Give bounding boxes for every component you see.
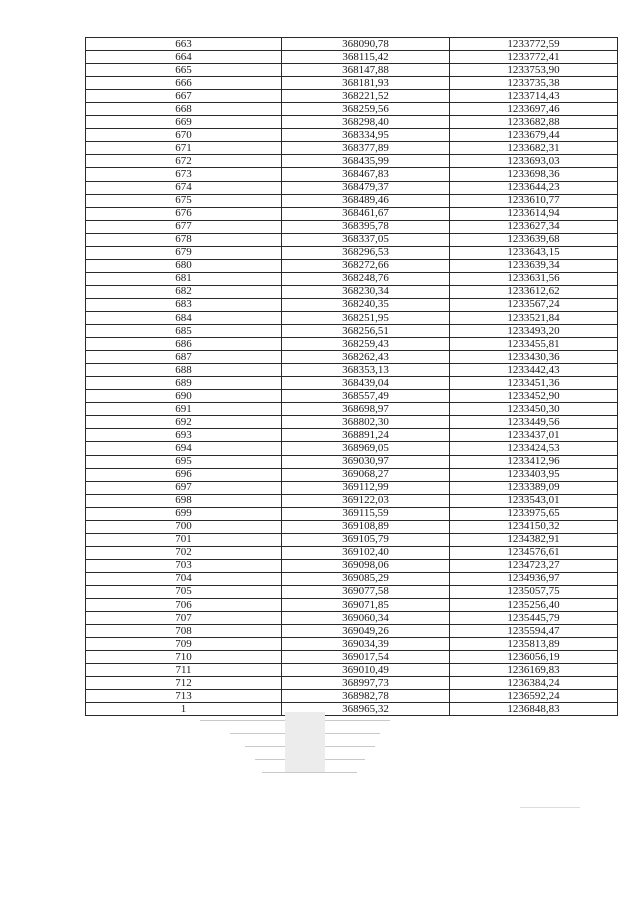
x-coordinate-cell: 369071,85	[282, 599, 450, 612]
point-number-cell: 663	[86, 38, 282, 51]
table-row	[86, 612, 618, 625]
point-number-cell: 699	[86, 507, 282, 520]
table-row	[86, 572, 618, 585]
y-coordinate-cell: 1233639,68	[450, 233, 618, 246]
table-row	[86, 429, 618, 442]
x-coordinate-cell: 368262,43	[282, 351, 450, 364]
x-coordinate-cell: 368240,35	[282, 298, 450, 311]
y-coordinate-cell: 1233543,01	[450, 494, 618, 507]
table-row	[86, 520, 618, 533]
y-coordinate-cell: 1233772,59	[450, 38, 618, 51]
point-number-cell: 684	[86, 311, 282, 324]
x-coordinate-cell: 369085,29	[282, 572, 450, 585]
table-row	[86, 507, 618, 520]
point-number-cell: 707	[86, 612, 282, 625]
x-coordinate-cell: 368395,78	[282, 220, 450, 233]
y-coordinate-cell: 1235445,79	[450, 612, 618, 625]
point-number-cell: 674	[86, 181, 282, 194]
x-coordinate-cell: 368467,83	[282, 168, 450, 181]
point-number-cell: 706	[86, 599, 282, 612]
y-coordinate-cell: 1235594,47	[450, 625, 618, 638]
x-coordinate-cell: 369108,89	[282, 520, 450, 533]
point-number-cell: 709	[86, 638, 282, 651]
x-coordinate-cell: 369112,99	[282, 481, 450, 494]
point-number-cell: 680	[86, 259, 282, 272]
x-coordinate-cell: 368296,53	[282, 246, 450, 259]
y-coordinate-cell: 1233697,46	[450, 103, 618, 116]
y-coordinate-cell: 1233975,65	[450, 507, 618, 520]
table-row	[86, 377, 618, 390]
point-number-cell: 670	[86, 129, 282, 142]
table-row	[86, 298, 618, 311]
coordinates-table	[85, 37, 618, 716]
x-coordinate-cell: 368489,46	[282, 194, 450, 207]
y-coordinate-cell: 1233450,30	[450, 403, 618, 416]
y-coordinate-cell: 1233442,43	[450, 364, 618, 377]
point-number-cell: 667	[86, 90, 282, 103]
table-row	[86, 625, 618, 638]
point-number-cell: 696	[86, 468, 282, 481]
table-row	[86, 272, 618, 285]
y-coordinate-cell: 1235256,40	[450, 599, 618, 612]
table-row	[86, 207, 618, 220]
y-coordinate-cell: 1233437,01	[450, 429, 618, 442]
table-row	[86, 494, 618, 507]
x-coordinate-cell: 369102,40	[282, 546, 450, 559]
y-coordinate-cell: 1233753,90	[450, 64, 618, 77]
table-row	[86, 325, 618, 338]
x-coordinate-cell: 369060,34	[282, 612, 450, 625]
x-coordinate-cell: 368230,34	[282, 285, 450, 298]
x-coordinate-cell: 368272,66	[282, 259, 450, 272]
y-coordinate-cell: 1233682,88	[450, 116, 618, 129]
table-row	[86, 246, 618, 259]
x-coordinate-cell: 369105,79	[282, 533, 450, 546]
y-coordinate-cell: 1233430,36	[450, 351, 618, 364]
table-row	[86, 338, 618, 351]
x-coordinate-cell: 368969,05	[282, 442, 450, 455]
point-number-cell: 697	[86, 481, 282, 494]
point-number-cell: 664	[86, 51, 282, 64]
y-coordinate-cell: 1233698,36	[450, 168, 618, 181]
y-coordinate-cell: 1233644,23	[450, 181, 618, 194]
table-row	[86, 390, 618, 403]
table-row	[86, 220, 618, 233]
y-coordinate-cell: 1235813,89	[450, 638, 618, 651]
table-row	[86, 64, 618, 77]
table-row	[86, 116, 618, 129]
y-coordinate-cell: 1233493,20	[450, 325, 618, 338]
table-row	[86, 481, 618, 494]
table-row	[86, 194, 618, 207]
table-row	[86, 559, 618, 572]
point-number-cell: 690	[86, 390, 282, 403]
point-number-cell: 713	[86, 690, 282, 703]
x-coordinate-cell: 368997,73	[282, 677, 450, 690]
y-coordinate-cell: 1233412,96	[450, 455, 618, 468]
point-number-cell: 698	[86, 494, 282, 507]
y-coordinate-cell: 1233449,56	[450, 416, 618, 429]
x-coordinate-cell: 368090,78	[282, 38, 450, 51]
x-coordinate-cell: 368435,99	[282, 155, 450, 168]
point-number-cell: 672	[86, 155, 282, 168]
table-row	[86, 38, 618, 51]
x-coordinate-cell: 368698,97	[282, 403, 450, 416]
point-number-cell: 673	[86, 168, 282, 181]
x-coordinate-cell: 369017,54	[282, 651, 450, 664]
y-coordinate-cell: 1235057,75	[450, 585, 618, 598]
y-coordinate-cell: 1233735,38	[450, 77, 618, 90]
y-coordinate-cell: 1234936,97	[450, 572, 618, 585]
point-number-cell: 712	[86, 677, 282, 690]
point-number-cell: 683	[86, 298, 282, 311]
point-number-cell: 710	[86, 651, 282, 664]
x-coordinate-cell: 368461,67	[282, 207, 450, 220]
table-row	[86, 664, 618, 677]
y-coordinate-cell: 1233614,94	[450, 207, 618, 220]
point-number-cell: 708	[86, 625, 282, 638]
point-number-cell: 671	[86, 142, 282, 155]
y-coordinate-cell: 1233627,34	[450, 220, 618, 233]
table-row	[86, 181, 618, 194]
x-coordinate-cell: 369115,59	[282, 507, 450, 520]
y-coordinate-cell: 1233631,56	[450, 272, 618, 285]
y-coordinate-cell: 1233389,09	[450, 481, 618, 494]
point-number-cell: 701	[86, 533, 282, 546]
table-row	[86, 103, 618, 116]
y-coordinate-cell: 1233451,36	[450, 377, 618, 390]
x-coordinate-cell: 368334,95	[282, 129, 450, 142]
x-coordinate-cell: 368337,05	[282, 233, 450, 246]
table-row	[86, 638, 618, 651]
y-coordinate-cell: 1233679,44	[450, 129, 618, 142]
point-number-cell: 668	[86, 103, 282, 116]
x-coordinate-cell: 368439,04	[282, 377, 450, 390]
point-number-cell: 675	[86, 194, 282, 207]
y-coordinate-cell: 1234723,27	[450, 559, 618, 572]
table-row	[86, 155, 618, 168]
y-coordinate-cell: 1236056,19	[450, 651, 618, 664]
x-coordinate-cell: 369049,26	[282, 625, 450, 638]
point-number-cell: 695	[86, 455, 282, 468]
x-coordinate-cell: 368115,42	[282, 51, 450, 64]
x-coordinate-cell: 369077,58	[282, 585, 450, 598]
x-coordinate-cell: 369034,39	[282, 638, 450, 651]
table-row	[86, 468, 618, 481]
y-coordinate-cell: 1233610,77	[450, 194, 618, 207]
point-number-cell: 703	[86, 559, 282, 572]
point-number-cell: 1	[86, 703, 282, 716]
point-number-cell: 669	[86, 116, 282, 129]
x-coordinate-cell: 369098,06	[282, 559, 450, 572]
x-coordinate-cell: 368251,95	[282, 311, 450, 324]
table-row	[86, 311, 618, 324]
table-row	[86, 442, 618, 455]
point-number-cell: 689	[86, 377, 282, 390]
x-coordinate-cell: 368248,76	[282, 272, 450, 285]
table-row	[86, 351, 618, 364]
y-coordinate-cell: 1236169,83	[450, 664, 618, 677]
x-coordinate-cell: 368181,93	[282, 77, 450, 90]
point-number-cell: 687	[86, 351, 282, 364]
point-number-cell: 693	[86, 429, 282, 442]
point-number-cell: 692	[86, 416, 282, 429]
y-coordinate-cell: 1233424,53	[450, 442, 618, 455]
y-coordinate-cell: 1233452,90	[450, 390, 618, 403]
point-number-cell: 677	[86, 220, 282, 233]
x-coordinate-cell: 369068,27	[282, 468, 450, 481]
point-number-cell: 711	[86, 664, 282, 677]
point-number-cell: 685	[86, 325, 282, 338]
y-coordinate-cell: 1233612,62	[450, 285, 618, 298]
y-coordinate-cell: 1234150,32	[450, 520, 618, 533]
y-coordinate-cell: 1234576,61	[450, 546, 618, 559]
x-coordinate-cell: 368221,52	[282, 90, 450, 103]
table-row	[86, 651, 618, 664]
point-number-cell: 681	[86, 272, 282, 285]
point-number-cell: 666	[86, 77, 282, 90]
x-coordinate-cell: 368256,51	[282, 325, 450, 338]
point-number-cell: 665	[86, 64, 282, 77]
table-row	[86, 77, 618, 90]
y-coordinate-cell: 1234382,91	[450, 533, 618, 546]
x-coordinate-cell: 368557,49	[282, 390, 450, 403]
y-coordinate-cell: 1233567,24	[450, 298, 618, 311]
table-row	[86, 455, 618, 468]
table-row	[86, 599, 618, 612]
point-number-cell: 704	[86, 572, 282, 585]
point-number-cell: 678	[86, 233, 282, 246]
x-coordinate-cell: 369030,97	[282, 455, 450, 468]
table-row	[86, 585, 618, 598]
table-row	[86, 129, 618, 142]
y-coordinate-cell: 1233403,95	[450, 468, 618, 481]
point-number-cell: 691	[86, 403, 282, 416]
x-coordinate-cell: 369010,49	[282, 664, 450, 677]
point-number-cell: 688	[86, 364, 282, 377]
x-coordinate-cell: 368298,40	[282, 116, 450, 129]
y-coordinate-cell: 1233521,84	[450, 311, 618, 324]
y-coordinate-cell: 1233455,81	[450, 338, 618, 351]
y-coordinate-cell: 1233643,15	[450, 246, 618, 259]
point-number-cell: 686	[86, 338, 282, 351]
table-row	[86, 285, 618, 298]
point-number-cell: 700	[86, 520, 282, 533]
table-row	[86, 533, 618, 546]
point-number-cell: 676	[86, 207, 282, 220]
y-coordinate-cell: 1236384,24	[450, 677, 618, 690]
y-coordinate-cell: 1233639,34	[450, 259, 618, 272]
y-coordinate-cell: 1233714,43	[450, 90, 618, 103]
point-number-cell: 682	[86, 285, 282, 298]
point-number-cell: 705	[86, 585, 282, 598]
x-coordinate-cell: 369122,03	[282, 494, 450, 507]
x-coordinate-cell: 368982,78	[282, 690, 450, 703]
point-number-cell: 694	[86, 442, 282, 455]
y-coordinate-cell: 1236848,83	[450, 703, 618, 716]
x-coordinate-cell: 368377,89	[282, 142, 450, 155]
table-row	[86, 142, 618, 155]
table-row	[86, 259, 618, 272]
x-coordinate-cell: 368891,24	[282, 429, 450, 442]
y-coordinate-cell: 1233772,41	[450, 51, 618, 64]
table-row	[86, 168, 618, 181]
point-number-cell: 702	[86, 546, 282, 559]
x-coordinate-cell: 368479,37	[282, 181, 450, 194]
table-row	[86, 364, 618, 377]
x-coordinate-cell: 368965,32	[282, 703, 450, 716]
coordinates-table-body	[86, 38, 618, 716]
point-number-cell: 679	[86, 246, 282, 259]
table-row	[86, 233, 618, 246]
table-row	[86, 51, 618, 64]
x-coordinate-cell: 368259,43	[282, 338, 450, 351]
table-row	[86, 703, 618, 716]
table-row	[86, 690, 618, 703]
x-coordinate-cell: 368259,56	[282, 103, 450, 116]
y-coordinate-cell: 1233682,31	[450, 142, 618, 155]
y-coordinate-cell: 1236592,24	[450, 690, 618, 703]
x-coordinate-cell: 368353,13	[282, 364, 450, 377]
x-coordinate-cell: 368147,88	[282, 64, 450, 77]
y-coordinate-cell: 1233693,03	[450, 155, 618, 168]
table-row	[86, 677, 618, 690]
table-row	[86, 416, 618, 429]
x-coordinate-cell: 368802,30	[282, 416, 450, 429]
table-row	[86, 90, 618, 103]
table-row	[86, 546, 618, 559]
table-row	[86, 403, 618, 416]
